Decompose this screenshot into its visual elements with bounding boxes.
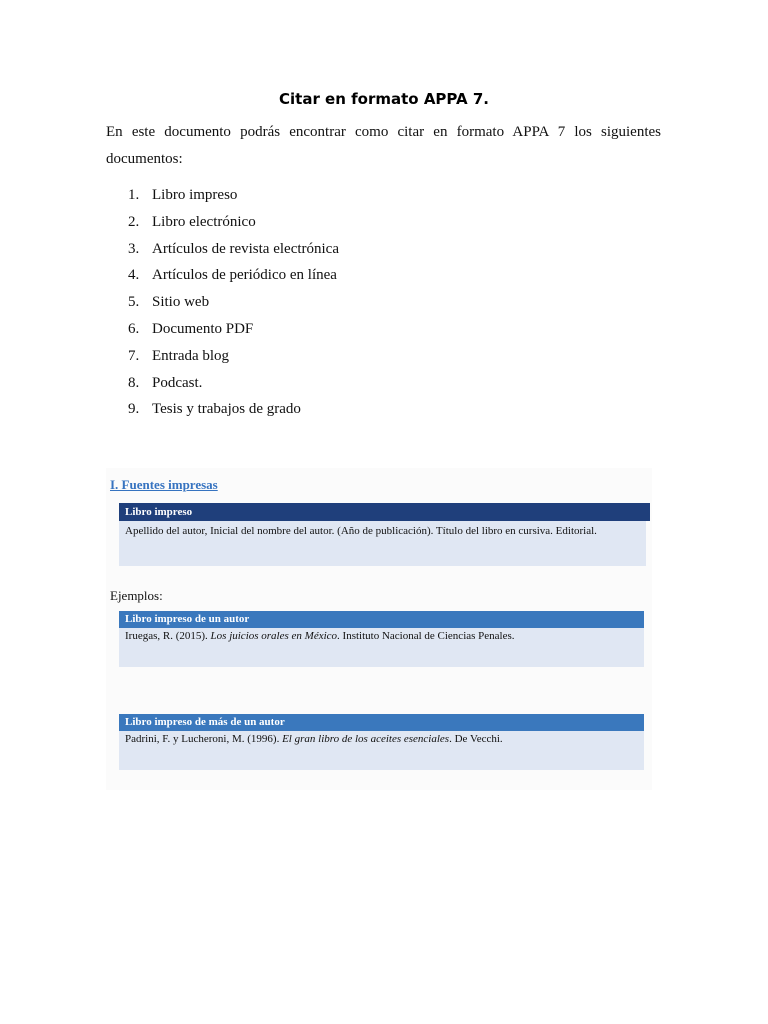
list-label: Podcast. bbox=[152, 374, 203, 391]
list-item bbox=[106, 236, 661, 263]
list-label: Documento PDF bbox=[152, 320, 254, 337]
list-number: 1. bbox=[128, 187, 140, 203]
citation-publisher: . Instituto Nacional de Ciencias Penales. bbox=[337, 630, 515, 642]
example-header: Libro impreso de un autor bbox=[119, 611, 644, 628]
citation-authors: Iruegas, R. (2015). bbox=[125, 630, 211, 642]
list-label: Sitio web bbox=[152, 294, 210, 311]
list-number: 6. bbox=[128, 320, 140, 337]
list-number: 2. bbox=[128, 213, 140, 230]
list-number: 3. bbox=[128, 240, 140, 257]
intro-paragraph: En este documento podrás encontrar como citar en formato APPA 7 los siguientes documentos: bbox=[106, 124, 661, 167]
citation-authors: Padrini, F. y Lucheroni, M. (1996). bbox=[125, 733, 283, 745]
list-item bbox=[106, 262, 661, 289]
list-item bbox=[106, 316, 661, 343]
list-number: 8. bbox=[128, 374, 140, 391]
document-type-list bbox=[106, 182, 661, 423]
format-body: Apellido del autor, Inicial del nombre del autor. (Año de publicación). Título del libro en cursiva. Editorial. bbox=[119, 521, 646, 566]
list-label: Libro impreso bbox=[152, 187, 238, 203]
list-item bbox=[106, 343, 661, 370]
citation-title: El gran libro de los aceites esenciales bbox=[282, 733, 450, 745]
list-label: Entrada blog bbox=[152, 347, 230, 364]
list-item bbox=[106, 182, 661, 209]
list-number: 7. bbox=[128, 347, 140, 364]
example-body bbox=[119, 731, 644, 770]
list-item bbox=[106, 209, 661, 236]
section-heading: I. Fuentes impresas bbox=[110, 477, 218, 492]
example-body bbox=[119, 628, 644, 667]
list-item bbox=[106, 396, 661, 423]
format-header: Libro impreso bbox=[119, 503, 650, 521]
citation-title: Los juicios orales en México bbox=[210, 630, 338, 642]
list-number: 9. bbox=[128, 401, 140, 418]
citation-example-figure bbox=[106, 468, 652, 790]
list-number: 4. bbox=[128, 267, 140, 284]
page-title: Citar en formato APPA 7. bbox=[279, 90, 489, 108]
list-label: Tesis y trabajos de grado bbox=[152, 401, 301, 418]
list-label: Artículos de revista electrónica bbox=[152, 240, 340, 257]
list-label: Artículos de periódico en línea bbox=[152, 267, 337, 284]
example-header: Libro impreso de más de un autor bbox=[119, 714, 644, 731]
examples-label: Ejemplos: bbox=[110, 588, 163, 603]
list-number: 5. bbox=[128, 294, 140, 311]
list-item bbox=[106, 370, 661, 397]
list-label: Libro electrónico bbox=[152, 213, 256, 230]
list-item bbox=[106, 289, 661, 316]
citation-publisher: . De Vecchi. bbox=[449, 733, 503, 745]
